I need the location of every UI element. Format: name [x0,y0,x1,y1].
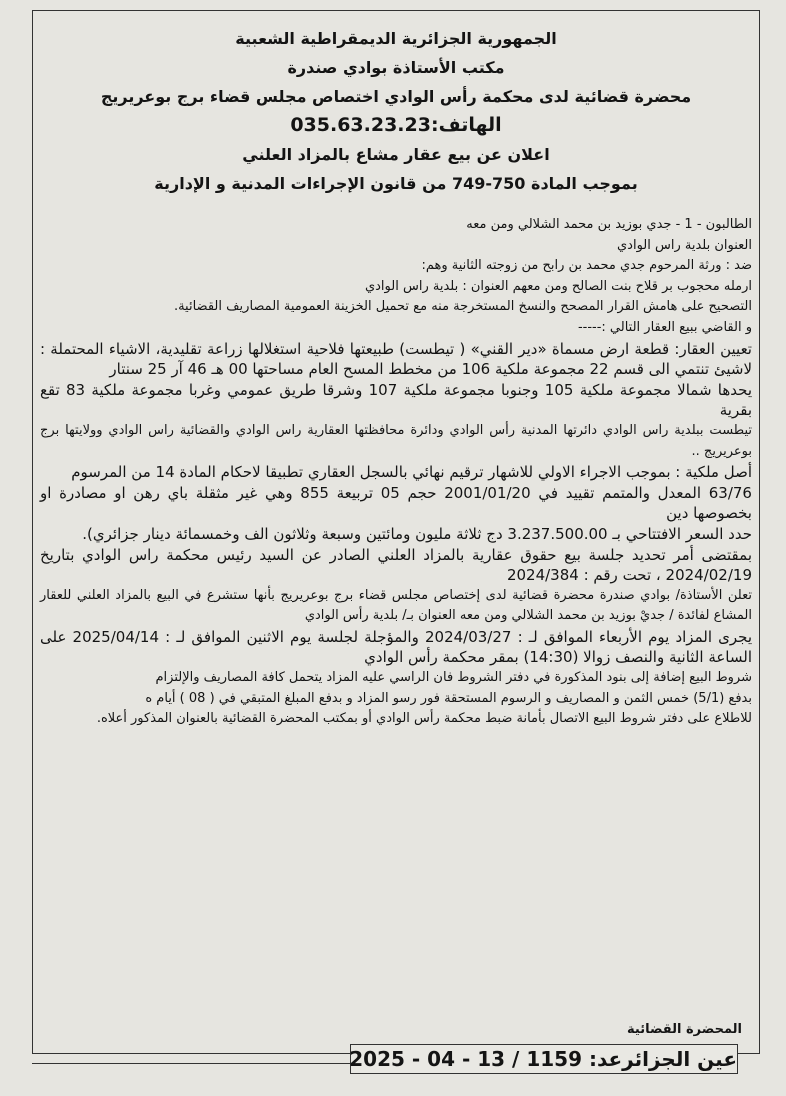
ownership-origin: أصل ملكية : بموجب الاجراء الاولي للاشهار ترقيم نهائي بالسجل العقاري تطبيقا لاحكام المادة 14 من المرسوم [71,463,752,482]
auction-date: يجرى المزاد يوم الأربعاء الموافق لـ : 2024/03/27 والمؤجلة لجلسة يوم الاثنين الموافق لـ : 2025/04/14 على الساعة الثانية والنصف زوالا (14:30) بمقر محكمة رأس الوادي [40,627,752,667]
payment-terms: بدفع (5/1) خمس الثمن و المصاريف و الرسوم المستحقة فور رسو المزاد و بدفع المبلغ المتبقي في ( 08 ) أيام ه [145,690,752,706]
property-description: تعيين العقار: قطعة ارض مسماة «دير القني» ( تيطست) طبيعتها فلاحية استغلالها زراعة تقليدية، الاشياء المحتملة : لاشيئ تنتمي الى قسم 22 مجموعة ملكية 106 من مخطط المسح العام مساحتها 00 هـ 46 آر 25 سنتار [40,339,752,379]
court-name: محضرة قضائية لدى محكمة رأس الوادي اختصاص مجلس قضاء برج بوعريريج [100,87,692,106]
notice-header [32,24,760,198]
applicants-address: العنوان بلدية راس الوادي [617,237,752,253]
publication-reference: عين الجزائرعد: 1159 / 13 - 04 - 2025 [350,1044,738,1074]
applicants: الطالبون - 1 - جدي بوزيد بن محمد الشلالي ومن معه [466,217,752,232]
footer-rule [32,1063,350,1064]
office-name: مكتب الأستاذة بوادي صندرة [287,58,505,77]
opening-price: حدد السعر الافتتاحي بـ 3.237.500.00 دج ثلاثة مليون ومائتين وسبعة وثلاثون الف وخمسمائة دينار جزائري). [82,524,752,543]
ruling-intro: و القاضي ببيع العقار التالي :----- [577,319,752,335]
registration-details: 63/76 المعدل والمتمم تقييد في 2001/01/20 حجم 05 تربيعة 855 وهي غير مثقلة باي رهن او مصادرة او بخصوصها دين [40,483,752,523]
auction-announcement: تعلن الأستاذة/ بوادي صندرة محضرة قضائية لدى إختصاص مجلس قضاء برج بوعريريج بأنها ستشرع في البيع بالمزاد العلني للعقار المشاع لفائدة / جديْ بوزيد بن محمد الشلالي ومن معه العنوان بـ/ بلدية رأس الوادي [40,587,752,624]
correction-clause: التصحيح على هامش القرار المصحح والنسخ المستخرجة منه مع تحميل الخزينة العمومية المصاريف القضائية. [173,299,752,315]
contact-info: للاطلاع على دفتر شروط البيع الاتصال بأمانة ضبط محكمة رأس الوادي أو بمكتب المحضرة القضائية بالعنوان المذكور أعلاه. [96,711,752,727]
notice-body [40,215,752,730]
property-location: تيطست ببلدية راس الوادي دائرتها المدنية رأس الوادي ودائرة محافظتها العقارية راس الوادي والقضائية راس الوادي وولايتها برج بوعريريج .. [40,422,752,459]
phone-number: الهاتف:035.63.23.23 [290,114,502,136]
legal-basis: بموجب المادة 750-749 من قانون الإجراءات المدنية و الإدارية [154,174,638,193]
republic-title: الجمهورية الجزائرية الديمقراطية الشعبية [235,29,557,48]
sale-conditions: شروط البيع إضافة إلى بنود المذكورة في دفتر الشروط فان الراسي عليه المزاد يتحمل كافة المصاريف والإلتزام [155,670,752,686]
property-boundaries: يحدها شمالا مجموعة ملكية 105 وجنوبا مجموعة ملكية 107 وشرقا طريق عمومي وغربا مجموعة ملكية 83 تقع بقرية [40,380,753,420]
respondents: ارمله محجوب بر قلاح بنت الصالح ومن معهم العنوان : بلدية راس الوادي [364,278,752,294]
against-party: ضد : ورثة المرحوم جدي محمد بن رابح من زوجته الثانية وهم: [421,258,752,274]
signature: المحضرة القضائية [627,1022,742,1037]
court-order: بمقتضى أمر تحديد جلسة بيع حقوق عقارية بالمزاد العلني الصادر عن السيد رئيس محكمة راس الوادي بتاريخ 2024/02/19 ، تحت رقم : 2024/384 [40,545,752,585]
notice-title: اعلان عن بيع عقار مشاع بالمزاد العلني [242,145,550,164]
